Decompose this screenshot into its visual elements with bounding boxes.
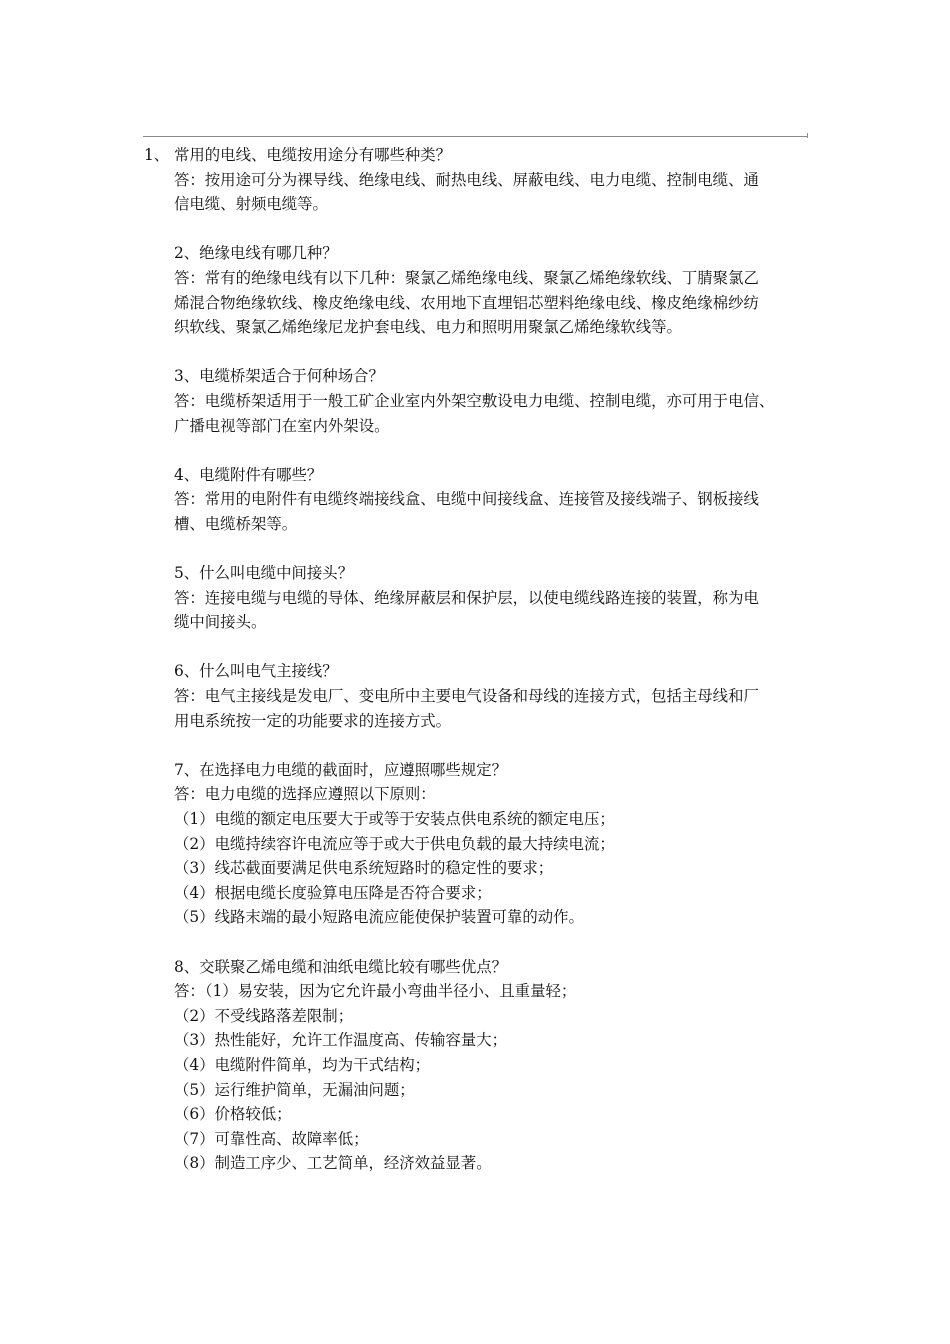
document-body bbox=[144, 143, 812, 1176]
answer-line: （6）价格较低； bbox=[174, 1105, 292, 1124]
question-label: 常用的电线、电缆按用途分有哪些种类？ bbox=[174, 146, 452, 164]
answer-line: （4）根据电缆长度验算电压降是否符合要求； bbox=[174, 883, 492, 902]
answer-line: 答：连接电缆与电缆的导体、绝缘屏蔽层和保护层，以使电缆线路连接的装置，称为电 bbox=[174, 588, 759, 607]
answer-line: 答：按用途可分为裸导线、绝缘电线、耐热电线、屏蔽电线、电力电缆、控制电缆、通 bbox=[174, 170, 759, 189]
answer-line: （5）线路末端的最小短路电流应能使保护装置可靠的动作。 bbox=[174, 908, 584, 927]
question-text: 8、交联聚乙烯电缆和油纸电缆比较有哪些优点？ bbox=[174, 957, 507, 976]
answer-line: 广播电视等部门在室内外架设。 bbox=[174, 416, 390, 435]
question-number: 1、 bbox=[144, 146, 170, 164]
header-rule bbox=[143, 136, 808, 137]
question-text: 2、绝缘电线有哪几种？ bbox=[174, 244, 338, 263]
answer-line: 槽、电缆桥架等。 bbox=[174, 514, 298, 533]
question-text: 4、电缆附件有哪些？ bbox=[174, 465, 323, 484]
answer-line: 答：（1）易安装，因为它允许最小弯曲半径小、且重量轻； bbox=[174, 982, 577, 1001]
answer-line: （3）线芯截面要满足供电系统短路时的稳定性的要求； bbox=[174, 859, 554, 878]
answer-line: 织软线、聚氯乙烯绝缘尼龙护套电线、电力和照明用聚氯乙烯绝缘软线等。 bbox=[174, 318, 682, 337]
question-text: 7、在选择电力电缆的截面时，应遵照哪些规定？ bbox=[174, 760, 507, 779]
answer-line: （7）可靠性高、故障率低； bbox=[174, 1129, 369, 1148]
qa-item bbox=[144, 143, 812, 217]
answer-line: （8）制造工序少、工艺简单，经济效益显著。 bbox=[174, 1154, 492, 1173]
qa-item bbox=[144, 364, 812, 438]
answer-line: （1）电缆的额定电压要大于或等于安装点供电系统的额定电压； bbox=[174, 810, 615, 829]
question-text: 3、电缆桥架适合于何种场合？ bbox=[174, 367, 384, 386]
answer-line: 烯混合物绝缘软线、橡皮绝缘电线、农用地下直埋铝芯塑料绝缘电线、橡皮绝缘棉纱纺 bbox=[174, 293, 759, 312]
question-text: 5、什么叫电缆中间接头？ bbox=[174, 564, 354, 583]
question-text bbox=[144, 143, 812, 168]
qa-item bbox=[144, 561, 812, 635]
header-rule-tick bbox=[807, 133, 808, 138]
qa-item bbox=[144, 463, 812, 537]
qa-item bbox=[144, 241, 812, 339]
answer-line: （2）不受线路落差限制； bbox=[174, 1006, 354, 1025]
qa-item bbox=[144, 758, 812, 930]
qa-item bbox=[144, 955, 812, 1176]
answer-line: 答：电力电缆的选择应遵照以下原则： bbox=[174, 785, 436, 804]
answer-line: （3）热性能好，允许工作温度高、传输容量大； bbox=[174, 1031, 507, 1050]
answer-line: 答：电气主接线是发电厂、变电所中主要电气设备和母线的连接方式，包括主母线和厂 bbox=[174, 687, 759, 706]
answer-line: （4）电缆附件简单，均为干式结构； bbox=[174, 1055, 431, 1074]
answer-line: 缆中间接头。 bbox=[174, 613, 267, 632]
answer-line: 用电系统按一定的功能要求的连接方式。 bbox=[174, 711, 452, 730]
answer-line: 信电缆、射频电缆等。 bbox=[174, 195, 328, 214]
answer-line: 答：电缆桥架适用于一般工矿企业室内外架空敷设电力电缆、控制电缆，亦可用于电信、 bbox=[174, 391, 775, 410]
question-text: 6、什么叫电气主接线？ bbox=[174, 662, 338, 681]
answer-line: 答：常用的电附件有电缆终端接线盒、电缆中间接线盒、连接管及接线端子、钢板接线 bbox=[174, 490, 759, 509]
qa-item bbox=[144, 659, 812, 733]
answer-line: （5）运行维护简单，无漏油问题； bbox=[174, 1080, 415, 1099]
answer-line: （2）电缆持续容许电流应等于或大于供电负载的最大持续电流； bbox=[174, 834, 615, 853]
answer-line: 答：常有的绝缘电线有以下几种：聚氯乙烯绝缘电线、聚氯乙烯绝缘软线、丁腈聚氯乙 bbox=[174, 268, 759, 287]
